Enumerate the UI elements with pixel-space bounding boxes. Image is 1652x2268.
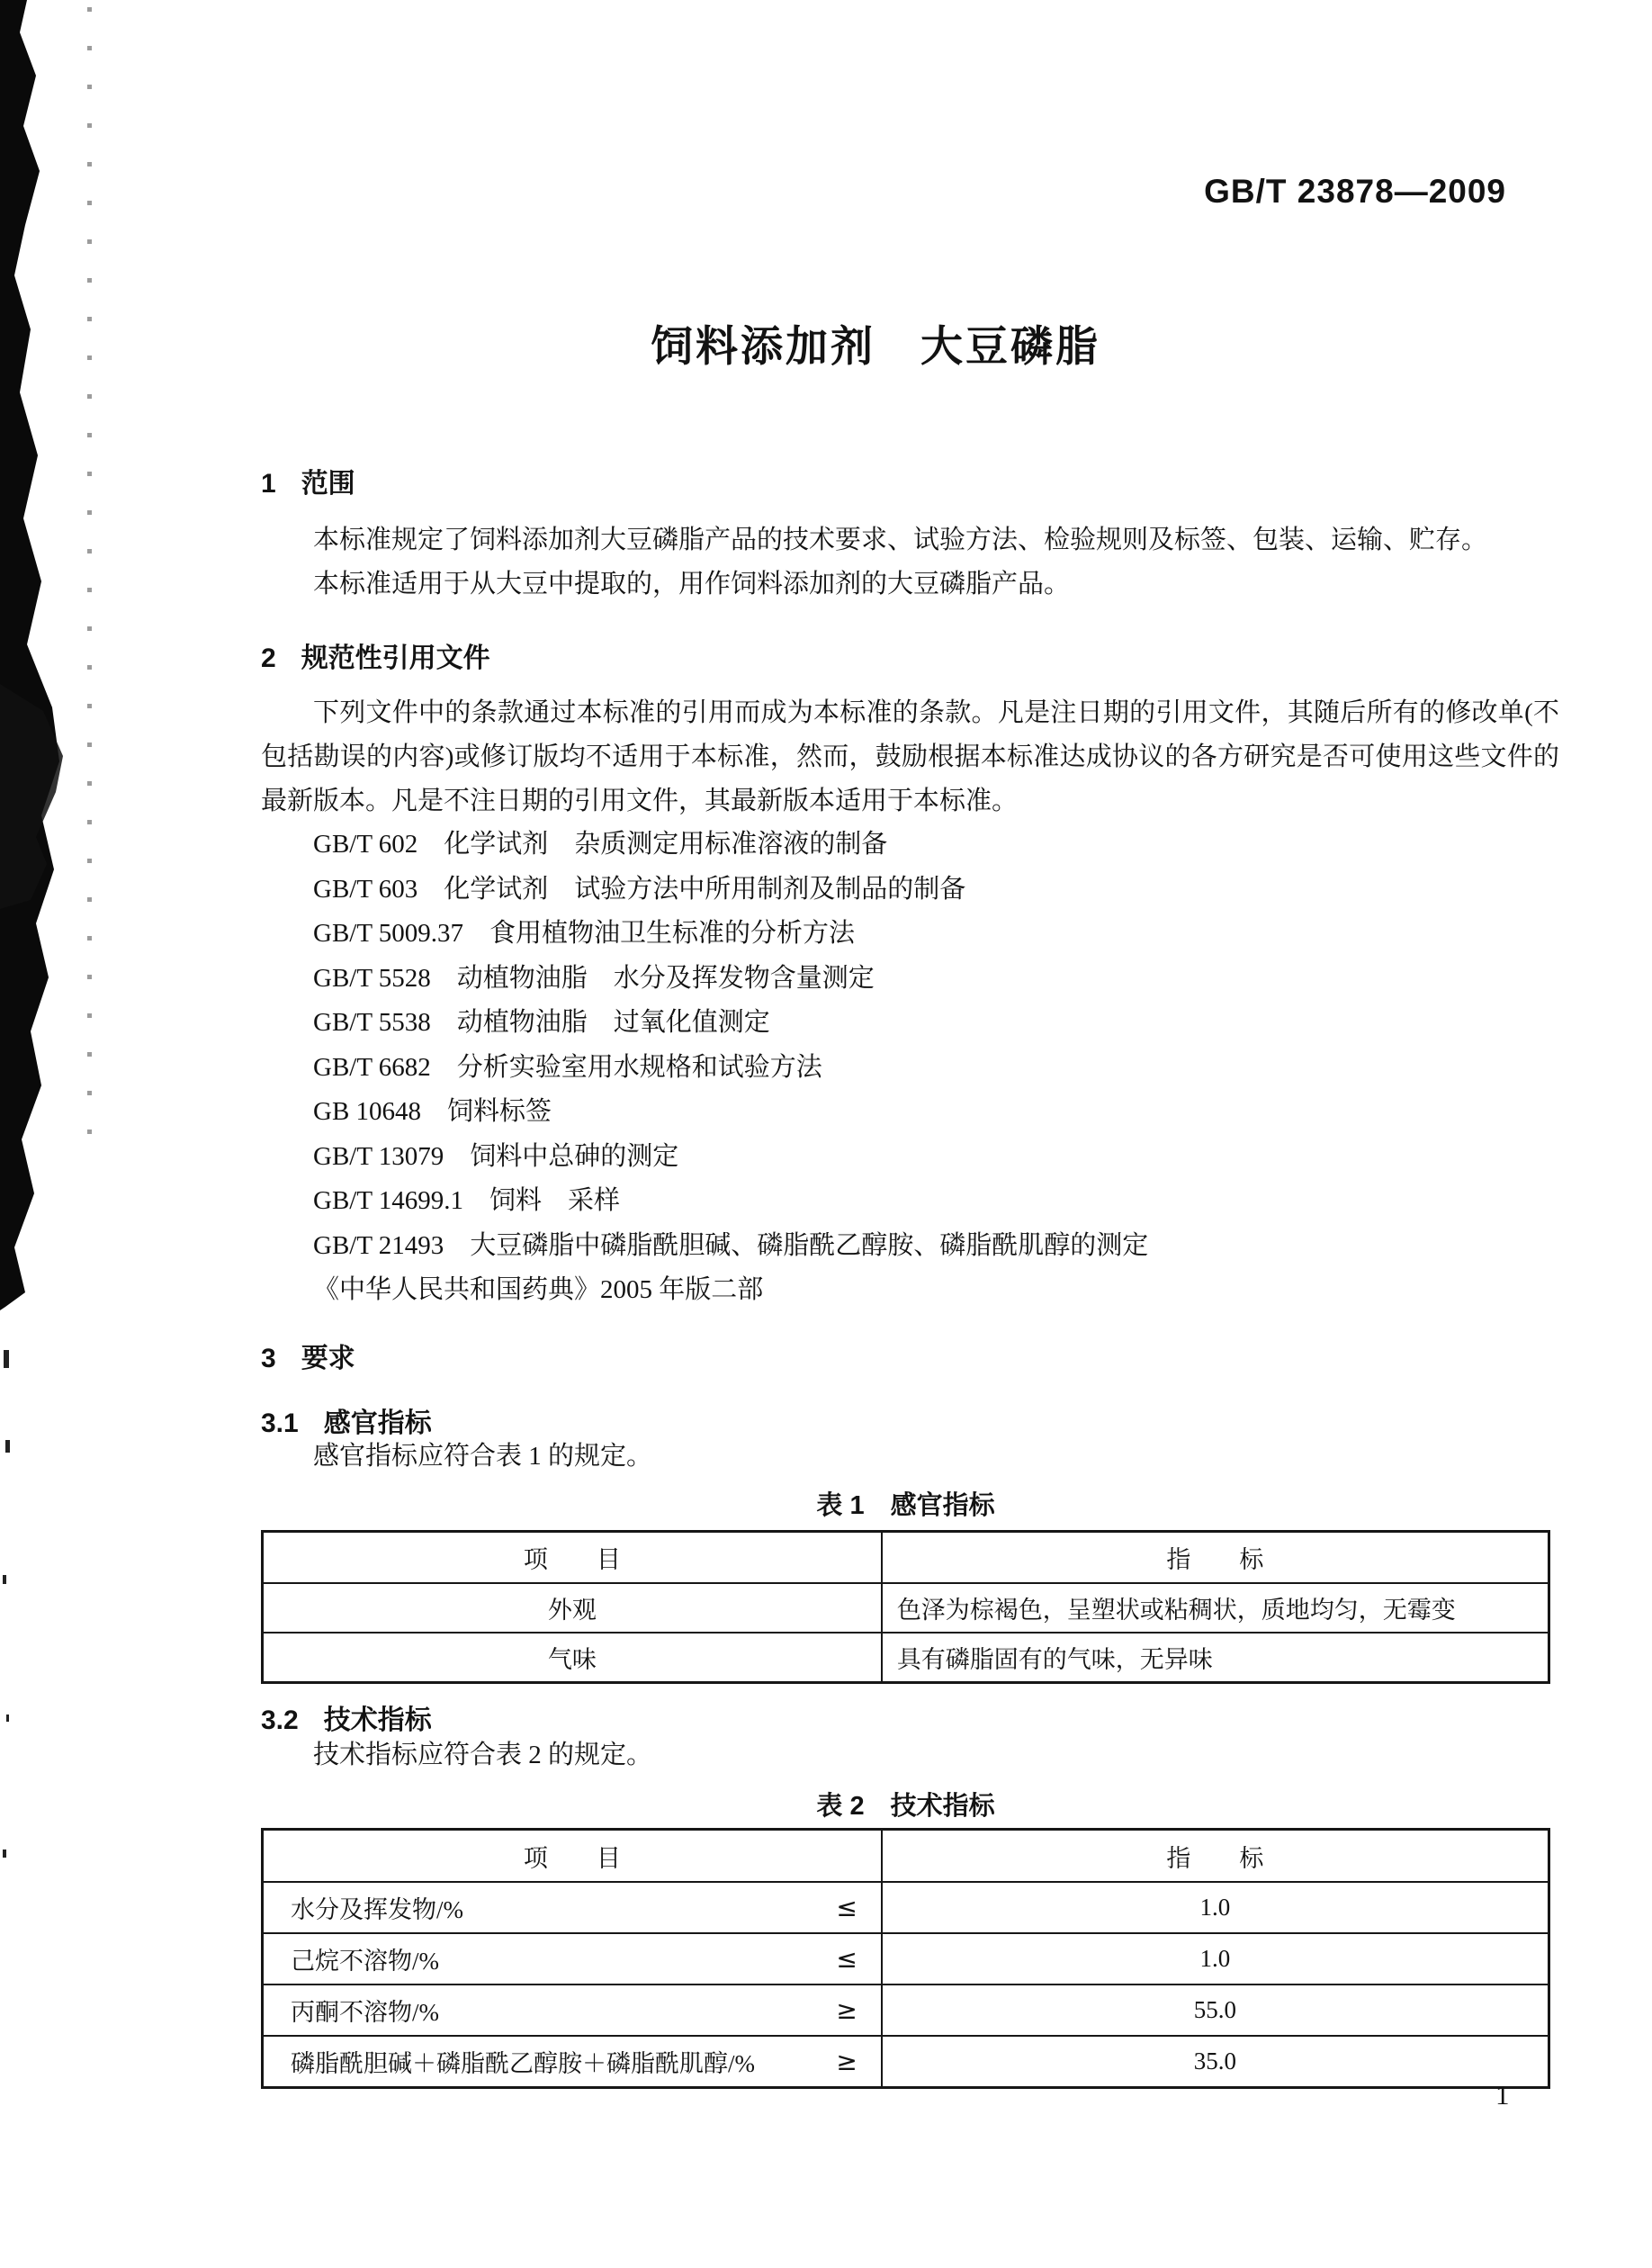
paragraph: 技术指标应符合表 2 的规定。 bbox=[313, 1741, 653, 1769]
cell-index: 55.0 bbox=[1193, 1996, 1237, 2023]
section-2-intro bbox=[261, 691, 1559, 824]
scan-speck bbox=[6, 1714, 9, 1722]
column-header-item: 项 目 bbox=[264, 1831, 883, 1881]
paragraph: 感官指标应符合表 1 的规定。 bbox=[313, 1442, 653, 1471]
cell-item bbox=[264, 1934, 883, 1984]
cell-index: 1.0 bbox=[1199, 1945, 1231, 1972]
section-number: 2 bbox=[261, 644, 276, 673]
greater-equal-symbol: ≥ bbox=[836, 1995, 857, 2025]
table-row bbox=[264, 1582, 1548, 1632]
section-number: 3.1 bbox=[261, 1408, 299, 1438]
section-2-heading bbox=[261, 635, 1559, 675]
section-number: 3 bbox=[261, 1344, 276, 1373]
section-3-1-body bbox=[261, 1442, 1559, 1471]
section-number: 3.2 bbox=[261, 1706, 299, 1735]
paragraph: 本标准适用于从大豆中提取的，用作饲料添加剂的大豆磷脂产品。 bbox=[313, 570, 1071, 598]
cell-item bbox=[264, 1883, 883, 1932]
table-row bbox=[264, 1881, 1548, 1932]
table-1 bbox=[261, 1530, 1550, 1684]
less-equal-symbol: ≤ bbox=[836, 1944, 857, 1974]
section-1-heading bbox=[261, 461, 1559, 500]
item-label: 磷脂酰胆碱＋磷脂酰乙醇胺＋磷脂酰肌醇/% bbox=[291, 2050, 755, 2077]
table-2-caption: 表 2 技术指标 bbox=[816, 1792, 995, 1821]
document-title: 饲料添加剂 大豆磷脂 bbox=[651, 322, 1100, 370]
scan-speck bbox=[5, 1440, 10, 1453]
scan-speck bbox=[3, 1850, 6, 1858]
section-title: 要求 bbox=[301, 1344, 355, 1373]
item-label: 己烷不溶物/% bbox=[291, 1948, 439, 1975]
reference-item: GB/T 13079 饲料中总砷的测定 bbox=[313, 1141, 679, 1171]
column-header-index: 指 标 bbox=[1166, 1844, 1264, 1872]
reference-item: GB/T 5009.37 食用植物油卫生标准的分析方法 bbox=[313, 919, 856, 948]
reference-item: GB/T 5528 动植物油脂 水分及挥发物含量测定 bbox=[313, 963, 875, 993]
scan-speck bbox=[4, 1350, 9, 1368]
reference-item: GB/T 21493 大豆磷脂中磷脂酰胆碱、磷脂酰乙醇胺、磷脂酰肌醇的测定 bbox=[313, 1230, 1149, 1260]
section-title: 范围 bbox=[301, 469, 355, 499]
section-3-2-body bbox=[261, 1741, 1559, 1769]
section-title: 技术指标 bbox=[323, 1706, 432, 1735]
cell-index: 具有磷脂固有的气味，无异味 bbox=[896, 1646, 1213, 1673]
scan-binding-marks bbox=[87, 7, 92, 1168]
reference-item: GB/T 14699.1 饲料 采样 bbox=[313, 1186, 621, 1215]
cell-item bbox=[264, 1985, 883, 2035]
cell-item bbox=[264, 2037, 883, 2086]
table-row bbox=[264, 1984, 1548, 2035]
paragraph: 本标准规定了饲料添加剂大豆磷脂产品的技术要求、试验方法、检验规则及标签、包装、运输、贮存。 bbox=[313, 526, 1488, 554]
section-3-1-heading bbox=[261, 1400, 1559, 1440]
reference-item: GB/T 603 化学试剂 试验方法中所用制剂及制品的制备 bbox=[313, 874, 966, 904]
table-row bbox=[264, 1632, 1548, 1681]
cell-index: 35.0 bbox=[1193, 2048, 1237, 2074]
section-1-body bbox=[261, 518, 1559, 607]
section-title: 感官指标 bbox=[323, 1408, 432, 1438]
table-2 bbox=[261, 1828, 1550, 2089]
cell-item: 外观 bbox=[264, 1584, 883, 1632]
greater-equal-symbol: ≥ bbox=[836, 2047, 857, 2076]
less-equal-symbol: ≤ bbox=[836, 1893, 857, 1922]
reference-item: GB/T 602 化学试剂 杂质测定用标准溶液的制备 bbox=[313, 830, 888, 859]
column-header-item: 项 目 bbox=[264, 1533, 883, 1582]
reference-item: GB 10648 饲料标签 bbox=[313, 1097, 552, 1126]
section-number: 1 bbox=[261, 469, 276, 499]
paragraph: 下列文件中的条款通过本标准的引用而成为本标准的条款。凡是注日期的引用文件，其随后所有的修改单(不包括勘误的内容)或修订版均不适用于本标准，然而，鼓励根据本标准达成协议的各方研究是否可使用这些文件的最新版本。凡是不注日期的引用文件，其最新版本适用于本标准。 bbox=[261, 698, 1559, 815]
normative-references-list bbox=[261, 823, 1559, 1313]
section-title: 规范性引用文件 bbox=[301, 644, 490, 673]
reference-item: 《中华人民共和国药典》2005 年版二部 bbox=[313, 1275, 764, 1304]
table-row bbox=[264, 1932, 1548, 1984]
reference-item: GB/T 6682 分析实验室用水规格和试验方法 bbox=[313, 1052, 822, 1082]
cell-item: 气味 bbox=[264, 1634, 883, 1681]
table-row bbox=[264, 2035, 1548, 2086]
item-label: 水分及挥发物/% bbox=[291, 1896, 463, 1923]
page-number: 1 bbox=[1495, 2079, 1510, 2110]
table-row-header bbox=[264, 1831, 1548, 1881]
cell-index: 色泽为棕褐色，呈塑状或粘稠状，质地均匀，无霉变 bbox=[896, 1597, 1456, 1624]
section-3-2-heading bbox=[261, 1697, 1559, 1737]
table-row-header bbox=[264, 1533, 1548, 1582]
table-1-caption: 表 1 感官指标 bbox=[816, 1491, 995, 1520]
scan-speck bbox=[3, 1575, 6, 1584]
scan-artifact bbox=[0, 0, 108, 1314]
section-3-heading bbox=[261, 1336, 1559, 1375]
item-label: 丙酮不溶物/% bbox=[291, 1999, 439, 2026]
standard-number: GB/T 23878—2009 bbox=[1204, 173, 1506, 210]
cell-index: 1.0 bbox=[1199, 1894, 1231, 1921]
column-header-index: 指 标 bbox=[1166, 1546, 1264, 1573]
reference-item: GB/T 5538 动植物油脂 过氧化值测定 bbox=[313, 1008, 770, 1037]
